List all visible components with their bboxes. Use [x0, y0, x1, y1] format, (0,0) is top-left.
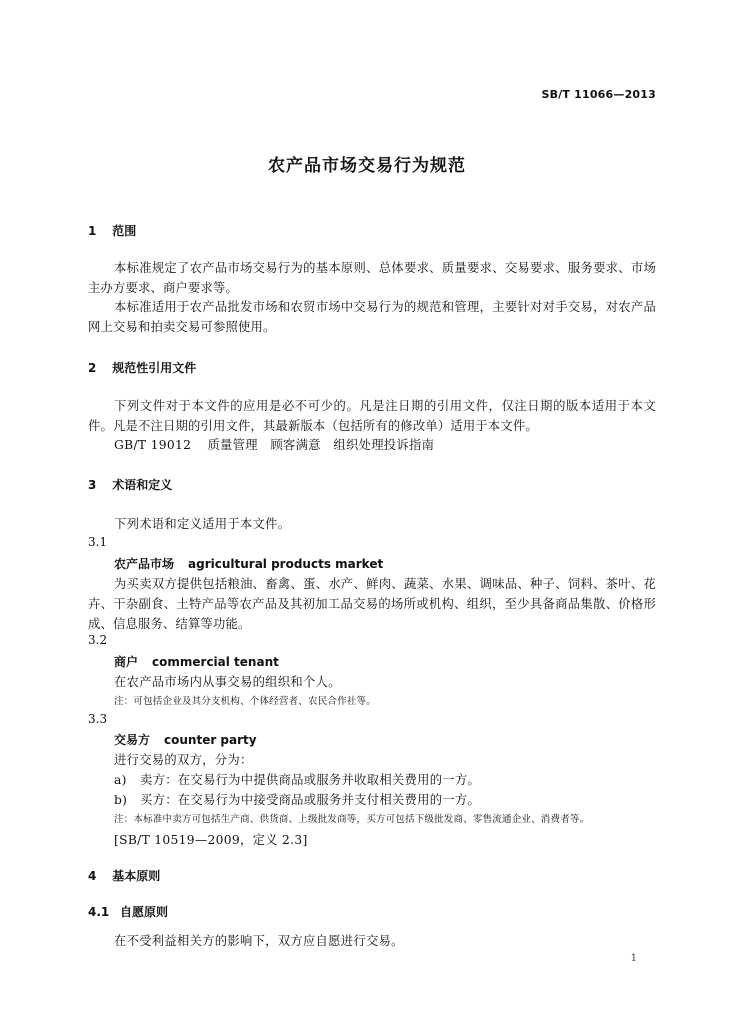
list-item-text: 买方：在交易行为中接受商品或服务并支付相关费用的一方。 [140, 793, 481, 807]
section-1-number: 1 [88, 224, 97, 238]
term-3-3 [114, 731, 257, 748]
term-3-1-cn: 农产品市场 [114, 557, 175, 571]
term-3-2-en: commercial tenant [152, 655, 279, 669]
section-1-paragraph-1: 本标准规定了农产品市场交易行为的基本原则、总体要求、质量要求、交易要求、服务要求、市场主办方要求、商户要求等。 [88, 261, 656, 295]
document-title: 农产品市场交易行为规范 [268, 156, 466, 176]
standard-number: SB/T 11066—2013 [541, 88, 656, 101]
term-3-2-note: 注：可包括企业及其分支机构、个体经营者、农民合作社等。 [114, 696, 376, 707]
section-1-heading [88, 222, 136, 239]
subsection-4-1-title: 自愿原则 [120, 905, 169, 919]
section-2-paragraph-1: 下列文件对于本文件的应用是必不可少的。凡是注日期的引用文件，仅注日期的版本适用于本文件。凡是不注日期的引用文件，其最新版本（包括所有的修改单）适用于本文件。 [88, 399, 656, 433]
section-3-title: 术语和定义 [112, 478, 173, 492]
subsection-4-1-text: 在不受利益相关方的影响下，双方应自愿进行交易。 [114, 934, 404, 948]
section-3-heading [88, 476, 172, 493]
section-2-title: 规范性引用文件 [112, 361, 197, 375]
term-3-1-number: 3.1 [88, 535, 108, 549]
term-3-3-source: [SB/T 10519—2009，定义 2.3] [114, 833, 308, 847]
term-3-1-en: agricultural products market [188, 557, 384, 571]
section-1-title: 范围 [112, 224, 137, 238]
normative-reference [114, 435, 434, 453]
section-4-heading [88, 867, 160, 884]
section-2-number: 2 [88, 361, 97, 375]
section-4-title: 基本原则 [112, 869, 161, 883]
section-2-heading [88, 359, 196, 376]
list-item [114, 790, 480, 808]
term-3-2-cn: 商户 [114, 655, 139, 669]
term-3-2 [114, 653, 279, 670]
term-3-1 [114, 555, 383, 572]
term-3-3-cn: 交易方 [114, 733, 151, 747]
reference-code: GB/T 19012 [114, 438, 192, 452]
section-4-number: 4 [88, 869, 97, 883]
term-3-3-number: 3.3 [88, 712, 108, 726]
term-3-3-note: 注：本标准中卖方可包括生产商、供货商、上级批发商等，买方可包括下级批发商、零售流通企业、消费者等。 [114, 814, 590, 825]
term-3-1-definition: 为买卖双方提供包括粮油、畜禽、蛋、水产、鲜肉、蔬菜、水果、调味品、种子、饲料、茶叶、花卉、干杂副食、土特产品等农产品及其初加工品交易的场所或机构、组织，至少具备商品集散、价格形成、信息服务、结算等功能。 [88, 577, 656, 631]
term-3-2-number: 3.2 [88, 633, 108, 647]
section-1-paragraph-2: 本标准适用于农产品批发市场和农贸市场中交易行为的规范和管理，主要针对对手交易，对农产品网上交易和拍卖交易可参照使用。 [88, 300, 656, 334]
page-number: 1 [630, 953, 637, 964]
subsection-4-1-heading [88, 903, 168, 920]
list-item [114, 770, 480, 788]
section-3-intro: 下列术语和定义适用于本文件。 [114, 517, 291, 531]
term-3-2-definition: 在农产品市场内从事交易的组织和个人。 [114, 675, 341, 689]
subsection-4-1-number: 4.1 [88, 905, 110, 919]
list-item-text: 卖方：在交易行为中提供商品或服务并收取相关费用的一方。 [140, 773, 481, 787]
section-3-number: 3 [88, 478, 97, 492]
term-3-3-definition: 进行交易的双方，分为： [114, 753, 253, 767]
term-3-3-en: counter party [164, 733, 257, 747]
reference-title: 质量管理 顾客满意 组织处理投诉指南 [207, 438, 435, 452]
list-item-label: b) [114, 793, 128, 807]
list-item-label: a) [114, 773, 127, 787]
